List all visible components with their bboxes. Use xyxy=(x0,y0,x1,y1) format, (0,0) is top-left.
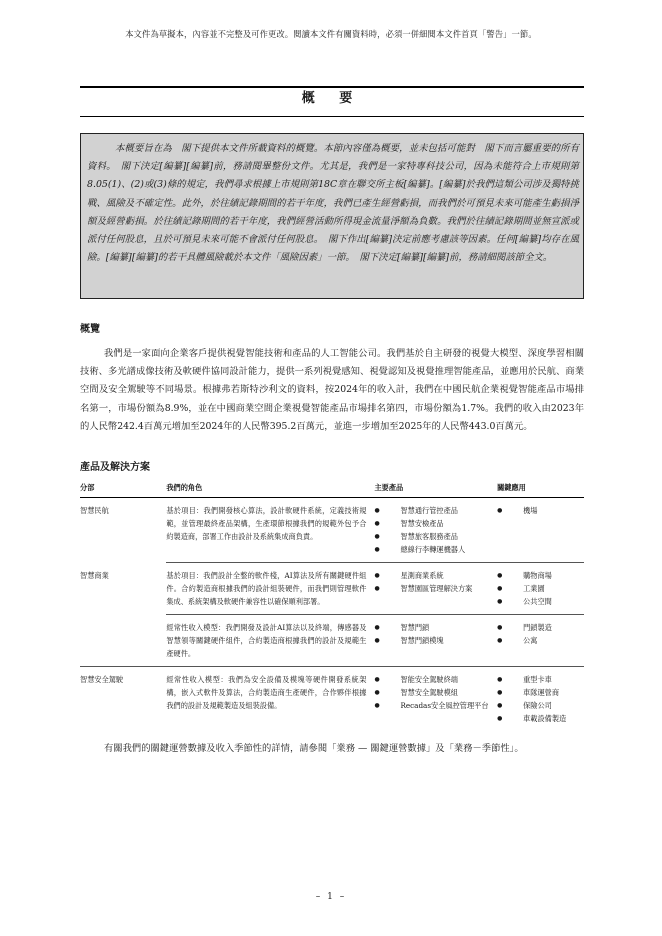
table-row xyxy=(80,498,584,563)
table-row xyxy=(80,667,584,731)
table-row xyxy=(80,563,584,615)
table-row xyxy=(80,615,584,667)
applications-cell xyxy=(497,615,584,667)
product-item: ● Recadas安全風控管理平台 xyxy=(374,699,497,712)
product-item: ● 智慧園區管理解決方案 xyxy=(374,582,497,595)
role-cell: 基於項目：我們開發核心算法，設計軟硬件系統，定義技術規範，並管理最終產品架構，生產環節根據我們的規範外包予合約製造商，部署工作由設計及系統集成商負責。 xyxy=(166,506,367,541)
overview-paragraph: 我們是一家面向企業客戶提供視覺智能技術和產品的人工智能公司。我們基於自主研發的視覺大模型、深度學習相關技術、多光譜成像技術及軟硬件協同設計能力，提供一系列視覺感知、視覺認知及視覺推理智能產品，並應用於民航、商業空間及安全駕駛等不同場景。根據弗若斯特沙利文的資料，按2024年的收入計，我們在中國民航企業視覺智能產品市場排名第一，市場份額為8.9%，並在中國商業空間企業視覺智能產品市場排名第四，市場份額為1.7%。我們的收入由2023年的人民幣242.4百萬元增加至2024年的人民幣395.2百萬元，並進一步增加至2025年的人民幣443.0百萬元。 xyxy=(80,348,584,432)
applications-cell xyxy=(497,667,584,731)
products-cell xyxy=(374,498,497,563)
product-item: ● 星測商業系統 xyxy=(374,569,497,582)
segment-cell xyxy=(80,615,166,667)
application-item: ● 公寓 xyxy=(497,634,584,647)
applications-cell xyxy=(497,563,584,615)
summary-disclaimer-box: 本概要旨在為 閣下提供本文件所載資料的概覽。本節內容僅為概要，並未包括可能對 閣下而言屬重要的所有資料。 閣下決定[編纂][編纂]前，務請閱畢整份文件。尤其是，我們是一家特專科技公司，因為未能符合上市規則第8.05(1)、(2)或(3)條的規定，我們尋求根據上市規則第18C章在聯交所主板[編纂]。[編纂]於我們這類公司涉及獨特挑戰、風險及不確定性。此外，於往績記錄期間的若干年度，我們已產生經營虧損，而我們於可預見未來可能產生虧損淨額及經營虧損。於往績記錄期間的若干年度，我們經營活動所得現金流量淨額為負數。我們於往績記錄期間並無宣派或派付任何股息，且於可預見未來可能不會派付任何股息。 閣下作出[編纂]決定前應考慮該等因素。任何[編纂]均存在風險。[編纂][編纂]的若干具體風險載於本文件「風險因素」一節。 閣下決定[編纂][編纂]前，務請細閱該節全文。 xyxy=(80,133,584,299)
role-cell: 基於項目：我們設計全整的軟件棧，AI算法及所有關鍵硬件組件。合約製造商根據我們的設計組裝硬件，而我們則管理軟件集成、系統架構及軟硬件兼容性以確保順利部署。 xyxy=(166,571,367,606)
application-item: ● 公共空間 xyxy=(497,595,584,608)
overview-heading: 概覽 xyxy=(80,324,100,335)
column-header-segment: 分部 xyxy=(80,481,166,498)
column-header-applications: 關鍵應用 xyxy=(497,481,584,498)
products-cell xyxy=(374,667,497,731)
segment-cell: 智慧商業 xyxy=(80,571,109,580)
product-item: ● 智慧門鎖模塊 xyxy=(374,634,497,647)
page-number: – 1 – xyxy=(315,892,347,902)
product-item: ● 智慧安檢產品 xyxy=(374,517,497,530)
role-cell: 經常性收入模型：我們為安全設備及模塊等硬件開發系統架構，嵌入式軟件及算法，合約製造商生產硬件，合作夥伴根據我們的設計及規範製造及組裝設備。 xyxy=(166,675,367,710)
application-item: ● 保險公司 xyxy=(497,699,584,712)
product-item: ● 總線行李轉運機器人 xyxy=(374,543,497,556)
product-item: ● 智慧通行管控產品 xyxy=(374,504,497,517)
product-item: ● 智慧安全駕駛模組 xyxy=(374,686,497,699)
products-heading: 產品及解決方案 xyxy=(80,462,150,473)
product-item: ● 智慧旅客服務產品 xyxy=(374,530,497,543)
product-item: ● 智慧門鎖 xyxy=(374,621,497,634)
column-header-role: 我們的角色 xyxy=(166,481,374,498)
segment-cell: 智慧民航 xyxy=(80,506,109,515)
column-header-products: 主要產品 xyxy=(374,481,497,498)
title-top-rule xyxy=(80,86,584,88)
role-cell: 經常性收入模型：我們開發及設計AI算法以及終端，傳感器及智慧領等關鍵硬件組件，合約製造商根據我們的設計及規範生產硬件。 xyxy=(166,623,367,658)
table-header-row xyxy=(80,481,584,498)
application-item: ● 工業園 xyxy=(497,582,584,595)
application-item: ● 機場 xyxy=(497,504,584,517)
page-title: 概 要 xyxy=(301,91,363,106)
application-item: ● 車隊運營商 xyxy=(497,686,584,699)
application-item: ● 購物商場 xyxy=(497,569,584,582)
operating-data-reference-paragraph: 有關我們的關鍵運營數據及收入季節性的詳情，請參閱「業務 — 關鍵運營數據」及「業務－季節性」。 xyxy=(104,743,524,754)
application-item: ● 門鎖製造 xyxy=(497,621,584,634)
application-item: ● 車載設備製造 xyxy=(497,712,584,725)
title-bottom-rule xyxy=(80,116,584,117)
applications-cell xyxy=(497,498,584,563)
application-item: ● 重型卡車 xyxy=(497,673,584,686)
products-cell xyxy=(374,615,497,667)
products-table xyxy=(80,481,584,731)
product-item: ● 智能安全駕駛終端 xyxy=(374,673,497,686)
segment-cell: 智慧安全駕駛 xyxy=(80,675,124,684)
products-cell xyxy=(374,563,497,615)
draft-notice: 本文件為草擬本，內容並不完整及可作更改。閱讀本文件有關資料時，必須一併細閱本文件首頁「警告」一節。 xyxy=(125,29,537,39)
